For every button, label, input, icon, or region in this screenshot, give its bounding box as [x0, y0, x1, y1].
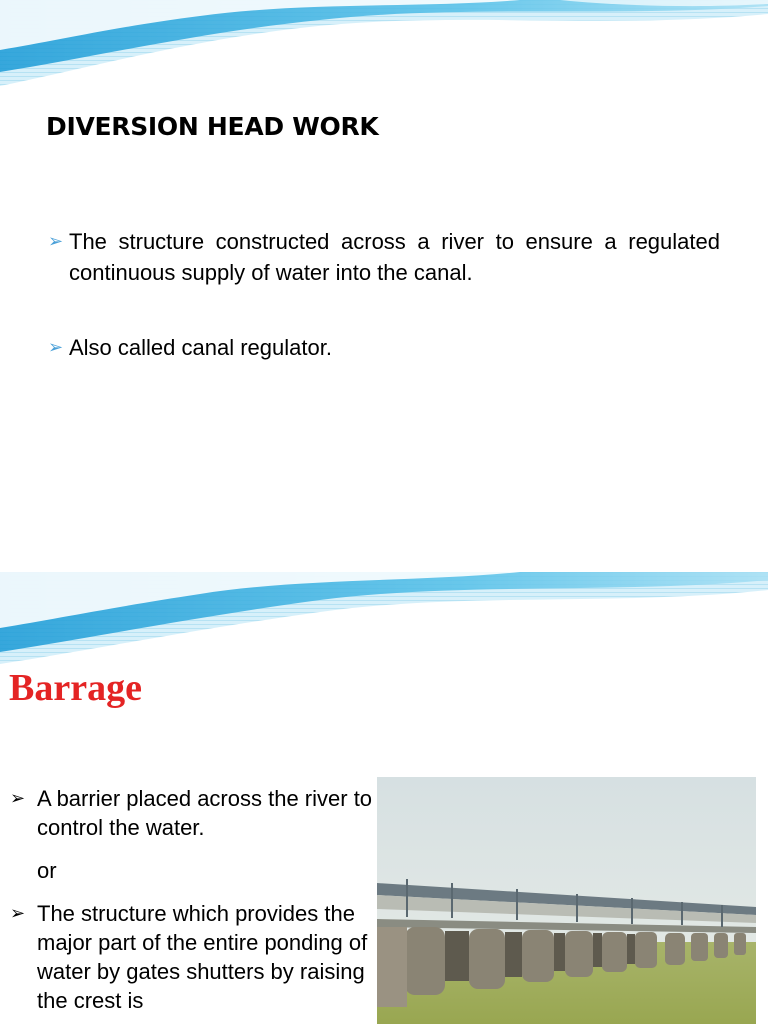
header-wave-graphic: [0, 0, 768, 90]
barrage-photo: [377, 777, 756, 1024]
arrowhead-bullet-icon: ➢: [10, 903, 26, 923]
bullet-item: [48, 332, 720, 363]
bullet-item: [10, 899, 375, 1015]
arrowhead-bullet-icon: ➢: [10, 788, 26, 808]
slide-title: Barrage: [9, 667, 142, 709]
bullet-text: A barrier placed across the river to control the water.: [37, 786, 373, 840]
bullet-item: [48, 226, 720, 288]
header-wave-graphic: [0, 572, 768, 664]
arrowhead-bullet-icon: ➢: [48, 231, 64, 251]
or-text: or: [37, 858, 57, 883]
bullet-list: [10, 784, 375, 1015]
arrowhead-bullet-icon: ➢: [48, 337, 64, 357]
bullet-text: Also called canal regulator.: [69, 335, 332, 360]
bullet-item: [10, 784, 375, 842]
slide-title: DIVERSION HEAD WORK: [46, 112, 379, 141]
slide-barrage: [0, 572, 768, 1024]
bullet-text: The structure which provides the major part of the entire ponding of water by gates shutters by raising the crest is: [37, 901, 368, 1013]
bullet-text: The structure constructed across a river to ensure a regulated continuous supply of water into the canal.: [69, 229, 720, 285]
